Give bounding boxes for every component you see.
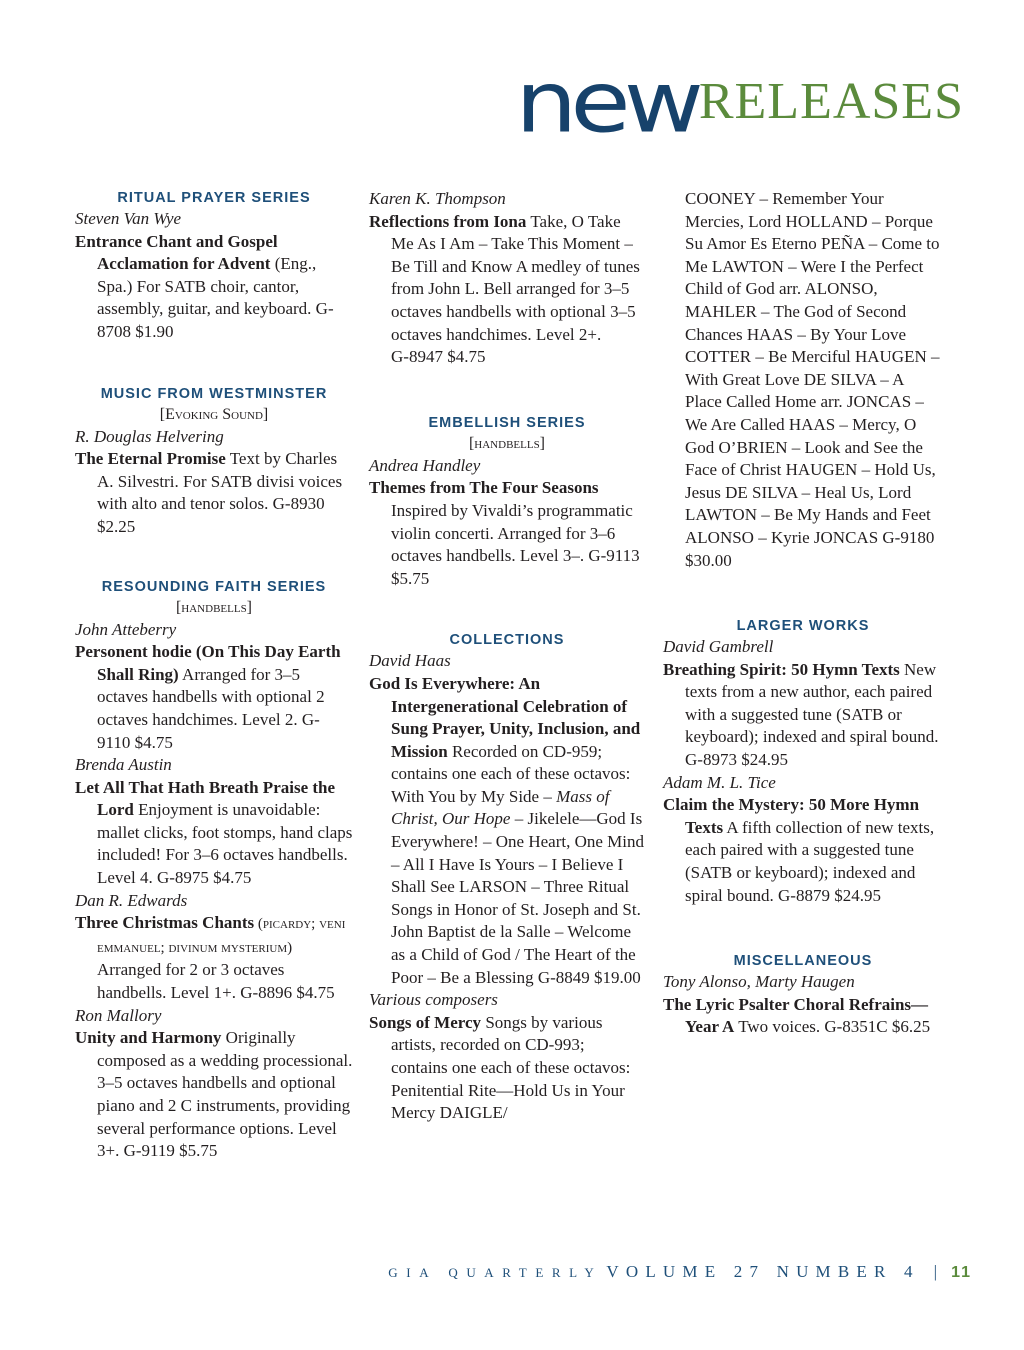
section-title: LARGER WORKS [736,618,870,635]
author: Ron Mallory [75,1005,162,1025]
entry [75,1027,353,1163]
entry-description: Arranged for 3–5 octaves handbells with optional 2 octaves handchimes. Level 2. G-9110 $4.75 [97,664,325,752]
page-footer [368,1262,972,1284]
footer-publication: GIA QUARTERLY [388,1265,603,1280]
section-subtitle: [handbells] [175,598,253,616]
entry [663,794,943,907]
entry-title: Breathing Spirit: 50 Hymn Texts [663,659,900,679]
entry [75,912,353,1004]
column-3 [663,188,943,1039]
entry-continuation: COONEY – Remember Your Mercies, Lord HOLLAND – Porque Su Amor Es Eterno PEÑA – Come to Me LAWTON – Were I the Perfect Child of God arr. ALONSO, MAHLER – The God of Second Chances HAAS – By Your Love COTTER – Be Merciful HAUGEN – With Great Love DE SILVA – A Place Called Home arr. JONCAS – We Are Called HAAS – Mercy, O God O’BRIEN – Look and See the Face of Christ HAUGEN – Hold Us, Jesus DE SILVA – Heal Us, Lord LAWTON – Be My Hands and Feet ALONSO – Kyrie JONCAS G-9180 $30.00 [685,189,940,570]
entry-title: Unity and Harmony [75,1028,222,1048]
entry [75,641,353,754]
entry-title: Themes from The Four Seasons [369,478,599,498]
section-title: EMBELLISH SERIES [428,414,586,431]
entry-description: Two voices. G-8351C $6.25 [734,1017,931,1037]
entry-title: God Is Everywhere: An Intergenerational Celebration of Sung Prayer, Unity, Inclusion, and Mission [369,673,641,761]
author: Various composers [369,990,498,1010]
entry-title: The Eternal Promise [75,449,226,469]
entry-title: The Lyric Psalter Choral Refrains—Year A [663,994,929,1037]
author: Dan R. Edwards [75,890,188,910]
entry-title: Let All That Hath Breath Praise the Lord [75,777,336,820]
entry-code: G-8947 $4.75 [391,347,486,367]
masthead-releases: RELEASES [698,73,964,130]
masthead-new: new [515,54,697,153]
section-title: MISCELLANEOUS [733,953,873,970]
page-number: 11 [951,1264,972,1281]
section-subtitle: [Evoking Sound] [159,405,269,423]
author: R. Douglas Helvering [75,426,224,446]
entry-italic-title: Mass of Christ, Our Hope [391,786,610,829]
entry-description: – Jikelele—God Is Everywhere! – One Heart, One Mind – All I Have Is Yours – I Believe I Shall See LARSON – Three Ritual Songs in Honor of St. Joseph and St. John Baptist de la Salle – Welcome as a Child of God / The Heart of the Poor – Be a Blessing G-8849 $19.00 [391,809,645,987]
author: Tony Alonso, Marty Haugen [663,972,855,992]
entry-description: Originally composed as a wedding processional. 3–5 octaves handbells and optional piano and 2 C instruments, providing several performance options. Level 3+. G-9119 $5.75 [97,1028,353,1161]
entry-description: Enjoyment is unavoidable: mallet clicks, foot stomps, hand claps included! For 3–6 octaves handbells. Level 4. G-8975 $4.75 [97,800,353,888]
footer-separator: | [933,1262,938,1281]
entry [369,1012,645,1125]
entry-description: Arranged for 2 or 3 octaves handbells. Level 1+. G-8896 $4.75 [97,960,335,1003]
entry-title: Songs of Mercy [369,1012,482,1032]
entry-tunes: (picardy; veni emmanuel; divinum mysterium) [97,916,346,956]
column-2 [369,188,645,1125]
masthead [515,52,964,153]
author: Karen K. Thompson [369,189,506,208]
section-title: RESOUNDING FAITH SERIES [101,578,327,595]
author: David Haas [369,651,451,671]
entry [369,211,645,347]
entry-description: New texts from a new author, each paired with a suggested tune (SATB or keyboard); indexed and spiral bound. G-8973 $24.95 [685,659,939,770]
entry-description: Recorded on CD-959; contains one each of these octavos: With You by My Side – [391,741,631,806]
entry-description: A fifth collection of new texts, each paired with a suggested tune (SATB or keyboard); indexed and spiral bound. G-8879 $24.95 [685,817,935,905]
author: John Atteberry [75,619,177,639]
entry-description: Take, O Take Me As I Am – Take This Moment – Be Till and Know A medley of tunes from John L. Bell arranged for 3–5 octaves handbells with optional 3–5 octaves handchimes. Level 2+. [391,211,640,344]
section-title: COLLECTIONS [449,632,565,649]
entry [663,994,943,1039]
entry-title: Claim the Mystery: 50 More Hymn Texts [663,795,920,837]
entry [75,231,353,344]
entry-title: Personent hodie (On This Day Earth Shall Ring) [75,642,341,684]
entry-description: Inspired by Vivaldi’s programmatic violin concerti. Arranged for 3–6 octaves handbells. Level 3–. G-9113 $5.75 [391,500,640,588]
author: Andrea Handley [369,455,481,475]
entry-description: Songs by various artists, recorded on CD-993; contains one each of these octavos: Penitential Rite—Hold Us in Your Mercy DAIGLE/ [391,1012,631,1123]
author: Steven Van Wye [75,209,182,228]
entry [663,659,943,772]
section-title: MUSIC FROM WESTMINSTER [100,385,328,402]
entry-title: Entrance Chant and Gospel Acclamation for Advent [75,231,278,274]
entry-title: Reflections from Iona [369,211,527,231]
section-subtitle: [handbells] [468,434,546,452]
author: David Gambrell [663,637,774,657]
entry-title: Three Christmas Chants [75,913,255,933]
footer-volume: VOLUME 27 NUMBER 4 [606,1262,920,1281]
column-1 [75,188,353,1163]
entry [75,448,353,538]
entry-description: (Eng., Spa.) For SATB choir, cantor, assembly, guitar, and keyboard. G-8708 $1.90 [97,254,334,341]
author: Adam M. L. Tice [663,772,776,792]
entry-description: Text by Charles A. Silvestri. For SATB divisi voices with alto and tenor solos. G-8930 $2.25 [97,449,343,536]
entry [369,477,645,590]
entry [75,777,353,890]
author: Brenda Austin [75,755,172,775]
entry [369,673,645,989]
section-title: RITUAL PRAYER SERIES [117,190,311,206]
